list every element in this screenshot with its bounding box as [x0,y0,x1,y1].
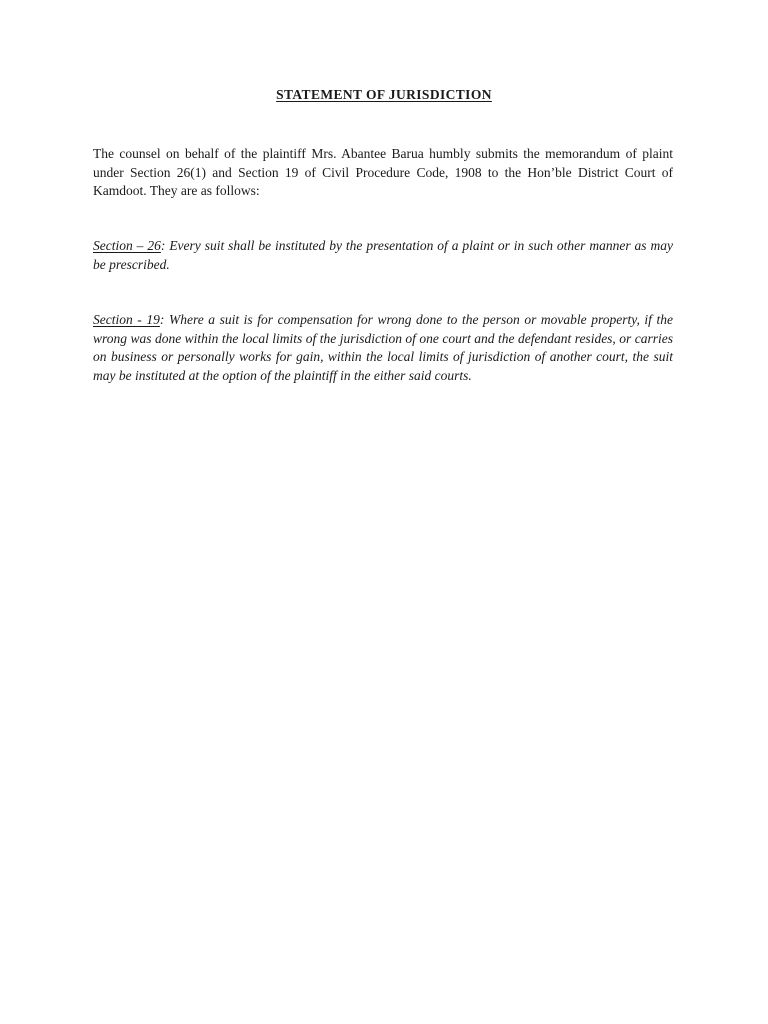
section-19-text: Where a suit is for compensation for wrong done to the person or movable property, if the wrong was done within the local limits of the jurisdiction of one court and the defendant resides, or carries on business or personally works for gain, within the local limits of jurisdiction of another court, the suit may be instituted at the option of the plaintiff in the either said courts. [93,312,673,383]
section-19-heading: Section - 19 [93,312,160,327]
section-26-separator: : [160,238,166,253]
section-19-paragraph [93,311,673,385]
section-26-paragraph [93,237,673,274]
document-title [0,87,768,103]
section-26-heading: Section – 26 [93,238,161,253]
section-26-text: Every suit shall be instituted by the presentation of a plaint or in such other manner as may be prescribed. [93,238,673,272]
title-text: STATEMENT OF JURISDICTION [276,87,492,102]
intro-paragraph: The counsel on behalf of the plaintiff Mrs. Abantee Barua humbly submits the memorandum of plaint under Section 26(1) and Section 19 of Civil Procedure Code, 1908 to the Hon’ble District Court of Kamdoot. They are as follows: [93,146,673,198]
section-19-separator: : [159,312,165,327]
